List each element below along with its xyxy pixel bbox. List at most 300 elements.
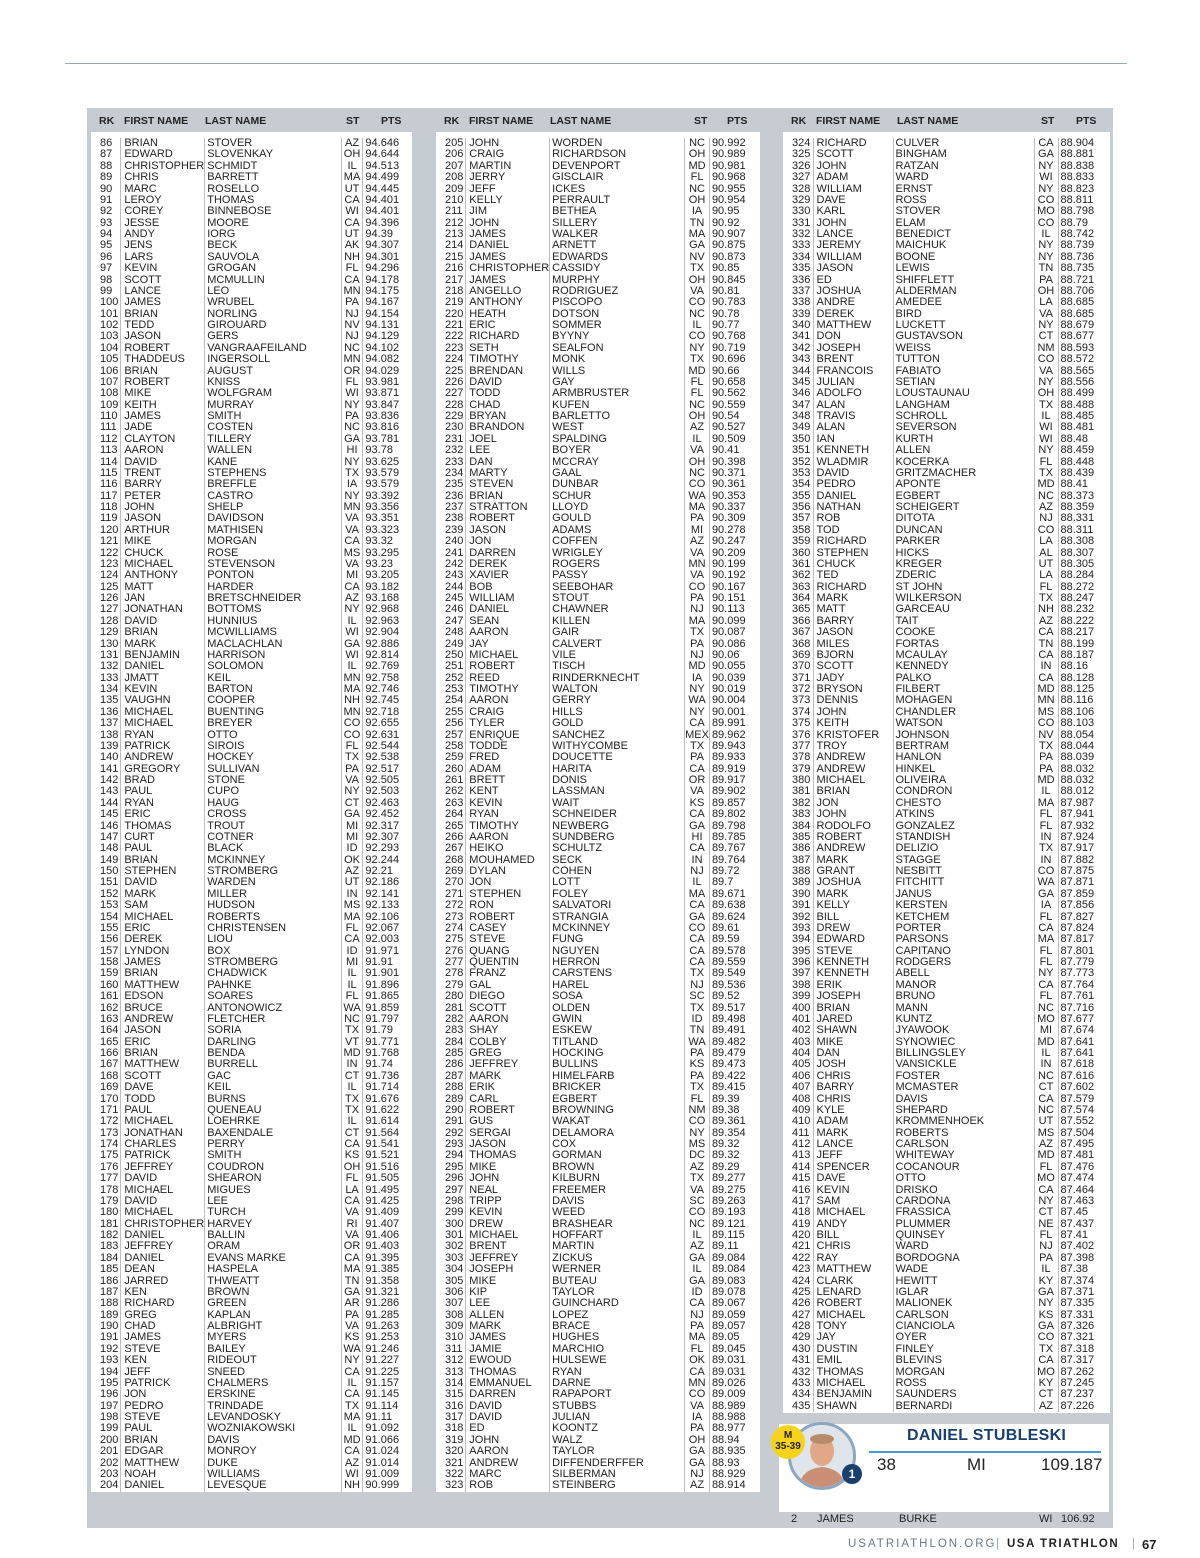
table-row	[91, 980, 412, 991]
last-name-cell: ALDERMAN	[893, 286, 1034, 297]
points-cell: 90.81	[711, 285, 740, 297]
points-cell: 89.7	[711, 877, 734, 889]
table-row	[783, 616, 1110, 627]
table-row	[91, 343, 412, 354]
last-name-cell: LASSMAN	[550, 786, 685, 797]
last-name-cell: WILKERSON	[893, 593, 1034, 604]
last-name-cell: WEISS	[893, 343, 1034, 354]
points-cell: 91.79	[365, 1025, 393, 1037]
state-cell: PA	[1034, 764, 1058, 775]
state-cell: NY	[1034, 1196, 1058, 1207]
first-name-cell: ADAM	[466, 764, 550, 775]
first-name-cell: ANTHONY	[121, 570, 205, 581]
results-table	[91, 138, 412, 1492]
table-row	[436, 627, 760, 638]
table-row	[783, 1230, 1110, 1241]
first-name-cell: MARTIN	[466, 161, 550, 172]
state-cell: CA	[341, 275, 363, 286]
rank-cell: 343	[783, 354, 813, 365]
state-cell: NC	[1034, 1105, 1058, 1116]
last-name-cell: BECK	[205, 240, 341, 251]
rank-cell: 267	[436, 843, 466, 854]
state-cell: MN	[685, 559, 710, 570]
state-cell: MI	[341, 570, 363, 581]
rank-cell: 345	[783, 377, 813, 388]
last-name-cell: ROBERTS	[893, 1128, 1034, 1139]
first-name-cell: KENNETH	[813, 445, 893, 456]
rank-cell: 247	[436, 616, 466, 627]
table-row	[91, 718, 412, 729]
points-cell: 90.199	[711, 558, 746, 570]
table-row	[436, 570, 760, 581]
points-cell: 87.552	[1060, 1116, 1095, 1128]
points-cell: 87.262	[1060, 1366, 1095, 1378]
last-name-cell: RINDERKNECHT	[550, 673, 685, 684]
last-name-cell: TAYLOR	[550, 1287, 685, 1298]
state-cell: FL	[341, 991, 363, 1002]
first-name-cell: ROBERT	[466, 1105, 550, 1116]
last-name-cell: PORTER	[893, 923, 1034, 934]
state-cell: NY	[341, 491, 363, 502]
state-cell: FL	[1034, 457, 1058, 468]
first-name-cell: KENNETH	[813, 968, 893, 979]
rank-cell: 341	[783, 331, 813, 342]
state-cell: NC	[685, 400, 710, 411]
table-row	[91, 240, 412, 251]
rank-cell: 266	[436, 832, 466, 843]
table-row	[91, 354, 412, 365]
rank-cell: 431	[783, 1355, 813, 1366]
first-name-cell: PAUL	[121, 786, 205, 797]
table-row	[783, 968, 1110, 979]
rank-cell: 176	[91, 1162, 121, 1173]
state-cell: MA	[341, 172, 363, 183]
points-cell: 89.026	[711, 1377, 746, 1389]
points-cell: 87.402	[1060, 1241, 1095, 1253]
points-cell: 87.237	[1060, 1389, 1095, 1401]
points-cell: 90.055	[711, 661, 746, 673]
first-name-cell: CURT	[121, 832, 205, 843]
points-cell: 87.875	[1060, 866, 1095, 877]
last-name-cell: PISCOPO	[550, 297, 685, 308]
rank-cell: 390	[783, 889, 813, 900]
last-name-cell: WILLIAMS	[205, 1469, 341, 1480]
table-row	[783, 1014, 1110, 1025]
rank-cell: 362	[783, 570, 813, 581]
points-cell: 91.541	[365, 1139, 400, 1150]
points-cell: 87.618	[1060, 1059, 1095, 1071]
rank-cell: 132	[91, 661, 121, 672]
points-cell: 90.95	[711, 206, 740, 218]
first-name-cell: BRIAN	[121, 138, 205, 149]
table-row	[436, 206, 760, 217]
table-row	[783, 900, 1110, 911]
first-name-cell: DANIEL	[466, 604, 550, 615]
state-cell: CA	[341, 1389, 363, 1400]
state-cell: AK	[341, 240, 363, 251]
state-cell: GA	[1034, 889, 1058, 900]
table-row	[783, 912, 1110, 923]
last-name-cell: GROGAN	[205, 263, 341, 274]
last-name-cell: OTTO	[893, 1173, 1034, 1184]
rank-cell: 116	[91, 479, 121, 490]
rank-cell: 302	[436, 1241, 466, 1252]
table-row	[783, 957, 1110, 968]
state-cell: PA	[341, 764, 363, 775]
last-name-cell: FREEMER	[550, 1185, 685, 1196]
points-cell: 90.527	[711, 422, 746, 434]
rank-cell: 429	[783, 1332, 813, 1343]
state-cell: IA	[685, 673, 710, 684]
last-name-cell: CALVERT	[550, 639, 685, 650]
last-name-cell: HARRISON	[205, 650, 341, 661]
state-cell: NJ	[341, 309, 363, 320]
rank-cell: 223	[436, 343, 466, 354]
last-name-cell: CHAWNER	[550, 604, 685, 615]
rank-cell: 197	[91, 1401, 121, 1412]
last-name-cell: OYER	[893, 1332, 1034, 1343]
rank-cell: 344	[783, 366, 813, 377]
first-name-cell: RYAN	[121, 798, 205, 809]
points-cell: 88.16	[1060, 661, 1089, 673]
rank-cell: 134	[91, 684, 121, 695]
table-row	[783, 320, 1110, 331]
points-cell: 89.361	[711, 1116, 746, 1128]
state-cell: FL	[1034, 582, 1058, 593]
table-row	[783, 1310, 1110, 1321]
first-name-cell: ED	[466, 1423, 550, 1434]
first-name-cell: SHAY	[466, 1025, 550, 1036]
rank-cell: 338	[783, 297, 813, 308]
rank-cell: 122	[91, 548, 121, 559]
points-cell: 89.32	[711, 1150, 740, 1162]
table-row	[436, 798, 760, 809]
first-name-cell: PATRICK	[121, 741, 205, 752]
last-name-cell: MORGAN	[205, 536, 341, 547]
last-name-cell: ROSS	[893, 1378, 1034, 1389]
table-row	[436, 411, 760, 422]
points-cell: 93.32	[365, 536, 393, 548]
rank-cell: 228	[436, 400, 466, 411]
first-name-cell: STEVEN	[466, 479, 550, 490]
points-cell: 94.167	[365, 297, 400, 309]
state-cell: WA	[685, 695, 710, 706]
table-row	[436, 1185, 760, 1196]
rank-cell: 380	[783, 775, 813, 786]
rank-cell: 265	[436, 821, 466, 832]
last-name-cell: HOFFART	[550, 1230, 685, 1241]
points-cell: 92.307	[365, 831, 400, 843]
rank-cell: 402	[783, 1025, 813, 1036]
rank-cell: 229	[436, 411, 466, 422]
points-cell: 91.263	[365, 1321, 400, 1332]
featured-divider	[869, 1451, 1101, 1453]
table-row	[436, 1082, 760, 1093]
last-name-cell: HINKEL	[893, 764, 1034, 775]
last-name-cell: KREGER	[893, 559, 1034, 570]
points-cell: 92.968	[365, 604, 400, 616]
table-row	[91, 889, 412, 900]
first-name-cell: CASEY	[466, 923, 550, 934]
rank-cell: 109	[91, 400, 121, 411]
rank-cell: 385	[783, 832, 813, 843]
first-name-cell: TIMOTHY	[466, 684, 550, 695]
last-name-cell: BOX	[205, 946, 341, 957]
table-row	[91, 1207, 412, 1218]
first-name-cell: JEFFREY	[466, 1253, 550, 1264]
first-name-cell: CHRISTOPHER	[121, 1219, 205, 1230]
rank-cell: 142	[91, 775, 121, 786]
points-cell: 87.677	[1060, 1013, 1095, 1025]
state-cell: FL	[1034, 809, 1058, 820]
state-cell: WI	[341, 650, 363, 661]
state-cell: WI	[1039, 1513, 1053, 1525]
state-cell: TN	[341, 1276, 363, 1287]
points-cell: 93.579	[365, 479, 400, 491]
last-name-cell: MCCRAY	[550, 457, 685, 468]
rank-cell: 298	[436, 1196, 466, 1207]
table-row	[91, 218, 412, 229]
rank-cell: 167	[91, 1059, 121, 1070]
rank-cell: 130	[91, 639, 121, 650]
first-name-cell: DEREK	[121, 934, 205, 945]
rank-cell: 238	[436, 513, 466, 524]
points-cell: 93.323	[365, 524, 400, 536]
first-name-cell: BRIAN	[121, 366, 205, 377]
table-row	[436, 912, 760, 923]
first-name-cell: BRIAN	[121, 968, 205, 979]
points-cell: 92.293	[365, 843, 400, 855]
table-row	[91, 1105, 412, 1116]
first-name-cell: AARON	[121, 445, 205, 456]
points-cell: 88.448	[1060, 456, 1095, 468]
first-name-cell: DREW	[466, 1219, 550, 1230]
rank-cell: 234	[436, 468, 466, 479]
last-name-cell: BLEVINS	[893, 1355, 1034, 1366]
state-cell: MN	[341, 673, 363, 684]
first-name-cell: MATTHEW	[813, 1264, 893, 1275]
points-cell: 93.625	[365, 456, 400, 468]
state-cell: CO	[1034, 525, 1058, 536]
last-name-cell: STUBBS	[550, 1401, 685, 1412]
state-cell: MN	[341, 707, 363, 718]
rank-cell: 291	[436, 1116, 466, 1127]
rank-cell: 263	[436, 798, 466, 809]
state-cell: HI	[685, 832, 710, 843]
points-cell: 87.437	[1060, 1218, 1095, 1230]
rank-cell: 158	[91, 957, 121, 968]
points-cell: 91.714	[365, 1082, 400, 1094]
rank-cell: 244	[436, 582, 466, 593]
table-row	[783, 1150, 1110, 1161]
first-name-cell: LANCE	[813, 229, 893, 240]
last-name-cell: SANCHEZ	[550, 730, 685, 741]
points-cell: 88.032	[1060, 763, 1095, 775]
state-cell: NY	[1034, 252, 1058, 263]
first-name-cell: ANDREW	[121, 1014, 205, 1025]
state-cell: GA	[685, 1458, 710, 1469]
rank-cell: 404	[783, 1048, 813, 1059]
state-cell: OH	[341, 1162, 363, 1173]
first-name-cell: KYLE	[813, 1105, 893, 1116]
points-cell: 89.59	[711, 934, 740, 946]
last-name-cell: LEVANDOSKY	[205, 1412, 341, 1423]
rank-cell: 421	[783, 1241, 813, 1252]
rank-cell: 353	[783, 468, 813, 479]
points-cell: 94.307	[365, 240, 400, 252]
state-cell: MD	[685, 161, 710, 172]
rank-cell: 161	[91, 991, 121, 1002]
points-cell: 91.246	[365, 1343, 400, 1355]
state-cell: OH	[685, 195, 710, 206]
last-name-cell: STOUT	[550, 593, 685, 604]
state-cell: IA	[685, 206, 710, 217]
state-cell: NY	[341, 457, 363, 468]
table-row	[783, 331, 1110, 342]
first-name-cell: EDSON	[121, 991, 205, 1002]
rank-cell: 370	[783, 661, 813, 672]
points-cell: 92.718	[365, 706, 400, 718]
state-cell: NY	[1034, 1298, 1058, 1309]
table-row	[91, 366, 412, 377]
first-name-cell: MATTHEW	[121, 980, 205, 991]
table-row	[436, 604, 760, 615]
first-name-cell: JADY	[813, 673, 893, 684]
rank-cell: 418	[783, 1207, 813, 1218]
first-name-cell: DYLAN	[466, 866, 550, 877]
last-name-cell: TUTTON	[893, 354, 1034, 365]
last-name-cell: VANGRAAFEILAND	[205, 343, 341, 354]
points-cell: 93.981	[365, 376, 400, 388]
rank-cell: 308	[436, 1310, 466, 1321]
points-cell: 87.476	[1060, 1161, 1095, 1173]
first-name-cell: MATTHEW	[121, 1458, 205, 1469]
last-name-cell: BROWN	[550, 1162, 685, 1173]
table-row	[783, 468, 1110, 479]
last-name-cell: SHIFFLETT	[893, 275, 1034, 286]
table-row	[91, 752, 412, 763]
last-name-cell: HEWITT	[893, 1276, 1034, 1287]
last-name-cell: TILLERY	[205, 434, 341, 445]
first-name-cell: ALAN	[813, 400, 893, 411]
table-row	[91, 775, 412, 786]
last-name-cell: HAREL	[550, 980, 685, 991]
points-cell: 94.301	[365, 251, 400, 263]
table-row	[436, 1253, 760, 1264]
first-name-cell: JON	[466, 877, 550, 888]
table-row	[436, 821, 760, 832]
first-name-cell: AARON	[466, 627, 550, 638]
table-row	[436, 343, 760, 354]
points-cell: 88.499	[1060, 388, 1095, 400]
last-name-cell: HOCKEY	[205, 752, 341, 763]
rank-cell: 348	[783, 411, 813, 422]
rank-cell: 151	[91, 877, 121, 888]
points-cell: 94.102	[365, 342, 400, 354]
rank-cell: 248	[436, 627, 466, 638]
state-cell: IN	[1034, 1059, 1058, 1070]
table-row	[783, 855, 1110, 866]
table-row	[436, 877, 760, 888]
last-name-cell: BUTEAU	[550, 1276, 685, 1287]
table-row	[436, 1458, 760, 1469]
state-cell: NJ	[685, 650, 710, 661]
last-name-cell: FABIATO	[893, 366, 1034, 377]
rank-cell: 403	[783, 1037, 813, 1048]
last-name-cell: BILLINGSLEY	[893, 1048, 1034, 1059]
table-row	[91, 1401, 412, 1412]
rank-cell: 236	[436, 491, 466, 502]
last-name-cell: ROGERS	[550, 559, 685, 570]
last-name-cell: ROSE	[205, 548, 341, 559]
first-name-cell: SHAWN	[813, 1025, 893, 1036]
first-name-cell: MICHAEL	[121, 1116, 205, 1127]
rank-cell: 412	[783, 1139, 813, 1150]
points-cell: 90.981	[711, 160, 746, 172]
state-cell: RI	[341, 1219, 363, 1230]
points-cell: 87.641	[1060, 1036, 1095, 1048]
first-name-cell: BENJAMIN	[121, 650, 205, 661]
rank-cell: 112	[91, 434, 121, 445]
points-cell: 88.488	[1060, 399, 1095, 411]
last-name-cell: THOMAS	[205, 195, 341, 206]
last-name-cell: AUGUST	[205, 366, 341, 377]
points-cell: 89.498	[711, 1013, 746, 1025]
rank-cell: 394	[783, 934, 813, 945]
last-name-cell: BREYER	[205, 718, 341, 729]
state-cell: LA	[1034, 297, 1058, 308]
points-cell: 87.245	[1060, 1377, 1095, 1389]
header-last: LAST NAME	[205, 115, 267, 127]
last-name-cell: NEWBERG	[550, 821, 685, 832]
points-cell: 87.463	[1060, 1195, 1095, 1207]
rank-cell: 335	[783, 263, 813, 274]
rank-cell: 180	[91, 1207, 121, 1218]
state-cell: AZ	[685, 1162, 710, 1173]
rank-cell: 430	[783, 1344, 813, 1355]
points-cell: 90.999	[365, 1480, 400, 1492]
points-cell: 88.838	[1060, 160, 1095, 172]
last-name-cell: SHELP	[205, 502, 341, 513]
table-row	[91, 1367, 412, 1378]
last-name-cell: PLUMMER	[893, 1219, 1034, 1230]
state-cell: OK	[341, 855, 363, 866]
first-name-cell: KEVIN	[121, 263, 205, 274]
last-name-cell: BROWN	[205, 1287, 341, 1298]
state-cell: MS	[341, 548, 363, 559]
featured-athlete-name: DANIEL STUBLESKI	[907, 1427, 1067, 1444]
last-name-cell: STOVER	[205, 138, 341, 149]
state-cell: TX	[341, 1025, 363, 1036]
first-name-cell: BRIAN	[121, 1435, 205, 1446]
table-row	[783, 752, 1110, 763]
table-row	[436, 718, 760, 729]
last-name-cell: BERNARDI	[893, 1401, 1034, 1412]
last-name-cell: MURPHY	[550, 275, 685, 286]
table-row	[91, 1241, 412, 1252]
last-name-cell: RAPAPORT	[550, 1389, 685, 1400]
last-name-cell: JANUS	[893, 889, 1034, 900]
rank-cell: 97	[91, 263, 121, 274]
last-name-cell: SOARES	[205, 991, 341, 1002]
first-name-cell: RICHARD	[813, 536, 893, 547]
state-cell: NC	[685, 309, 710, 320]
table-row	[91, 331, 412, 342]
last-name-cell: ICKES	[550, 184, 685, 195]
state-cell: CA	[1034, 980, 1058, 991]
points-cell: 88.572	[1060, 354, 1095, 366]
points-cell: 89.61	[711, 922, 740, 934]
